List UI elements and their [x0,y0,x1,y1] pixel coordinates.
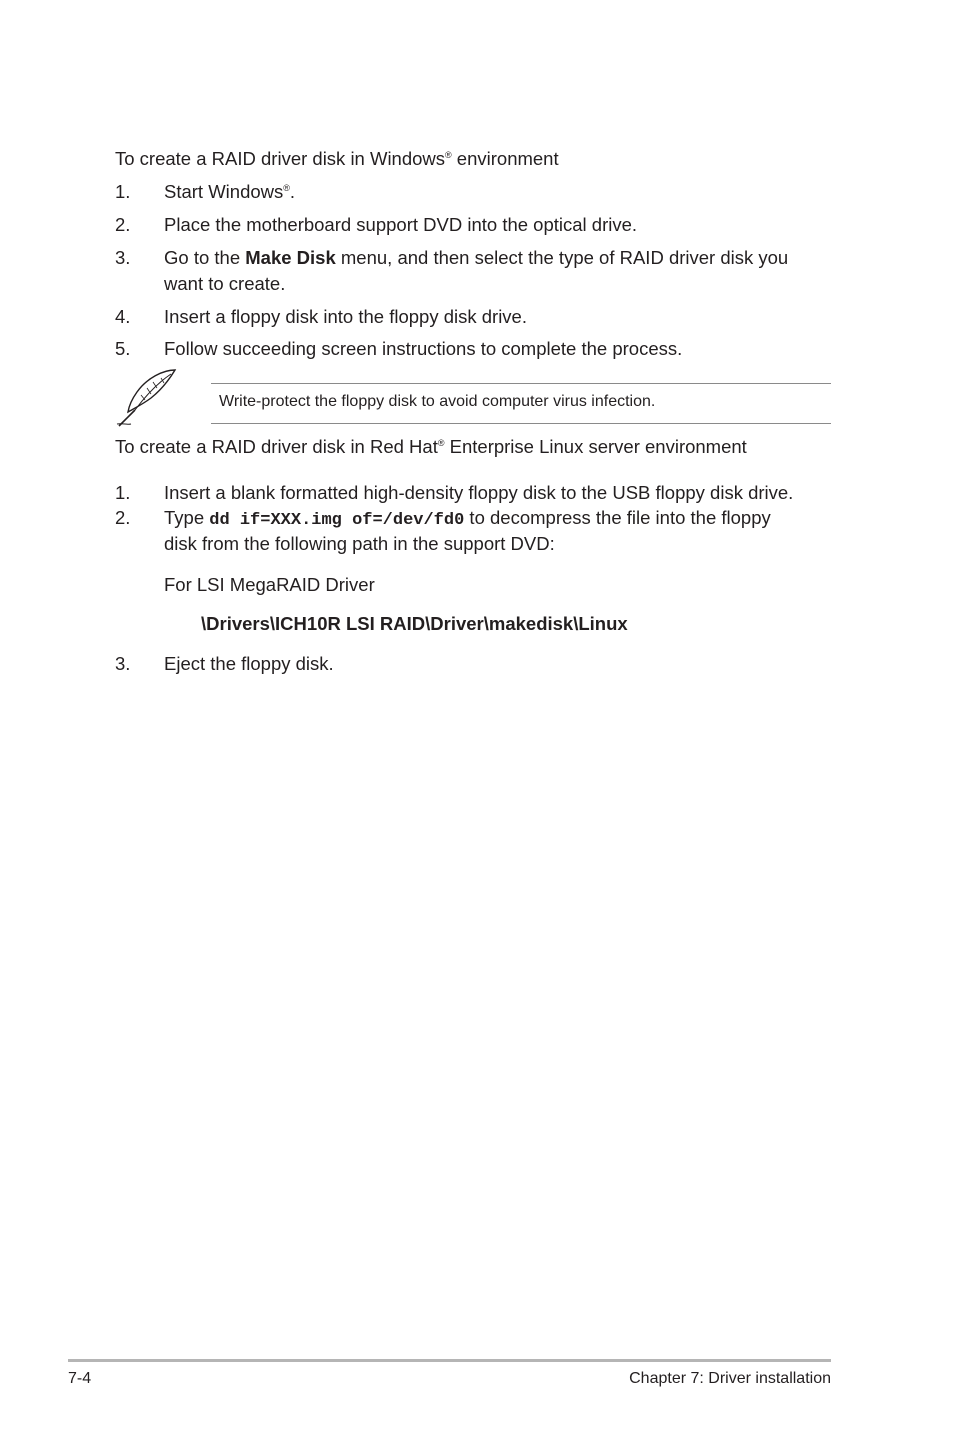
step-text-continued: want to create. [164,273,286,294]
registered-mark: ® [445,149,452,160]
registered-mark: ® [283,182,290,193]
driver-label: For LSI MegaRAID Driver [164,574,375,595]
step-number: 2. [115,507,131,528]
windows-section-heading [115,146,559,172]
step-number: 1. [115,482,131,503]
step-text [164,179,295,205]
step-text: Place the motherboard support DVD into the optical drive. [164,214,638,235]
step-number: 3. [115,247,131,268]
step-text [164,505,771,534]
heading-text-end: environment [451,148,559,169]
step-text-part: Type [164,507,210,528]
step-text: Eject the floppy disk. [164,653,334,674]
step-number: 4. [115,306,131,327]
heading-text-end: Enterprise Linux server environment [444,436,747,457]
footer-rule [68,1359,831,1362]
step-text-end: . [289,181,296,202]
driver-path: \Drivers\ICH10R LSI RAID\Driver\makedisk\Linux [201,613,628,634]
step-number: 5. [115,338,131,359]
step-text: Insert a floppy disk into the floppy disk drive. [164,306,527,327]
step-text-end: to decompress the file into the floppy [464,507,771,528]
menu-name: Make Disk [245,247,336,268]
note-bottom-rule [211,423,831,424]
registered-mark: ® [437,437,445,448]
step-text: Follow succeeding screen instructions to complete the process. [164,338,683,359]
note-text: Write-protect the floppy disk to avoid computer virus infection. [219,393,656,410]
step-number: 1. [115,181,131,202]
step-number: 3. [115,653,131,674]
step-text-part: Start Windows [164,181,284,202]
quill-pen-icon [113,366,181,428]
step-number: 2. [115,214,131,235]
command-code: dd if=XXX.img of=/dev/fd0 [209,511,465,530]
step-text: Insert a blank formatted high-density floppy disk to the USB floppy disk drive. [164,482,794,503]
step-text-end: menu, and then select the type of RAID driver disk you [335,247,789,268]
page-number: 7-4 [68,1370,92,1387]
step-text-continued: disk from the following path in the support DVD: [164,533,555,554]
heading-text: To create a RAID driver disk in Red Hat [115,436,438,457]
heading-text: To create a RAID driver disk in Windows [115,148,446,169]
linux-section-heading [115,434,747,460]
chapter-title: Chapter 7: Driver installation [629,1370,831,1387]
step-text-part: Go to the [164,247,246,268]
step-text [164,245,788,271]
note-top-rule [211,383,831,384]
